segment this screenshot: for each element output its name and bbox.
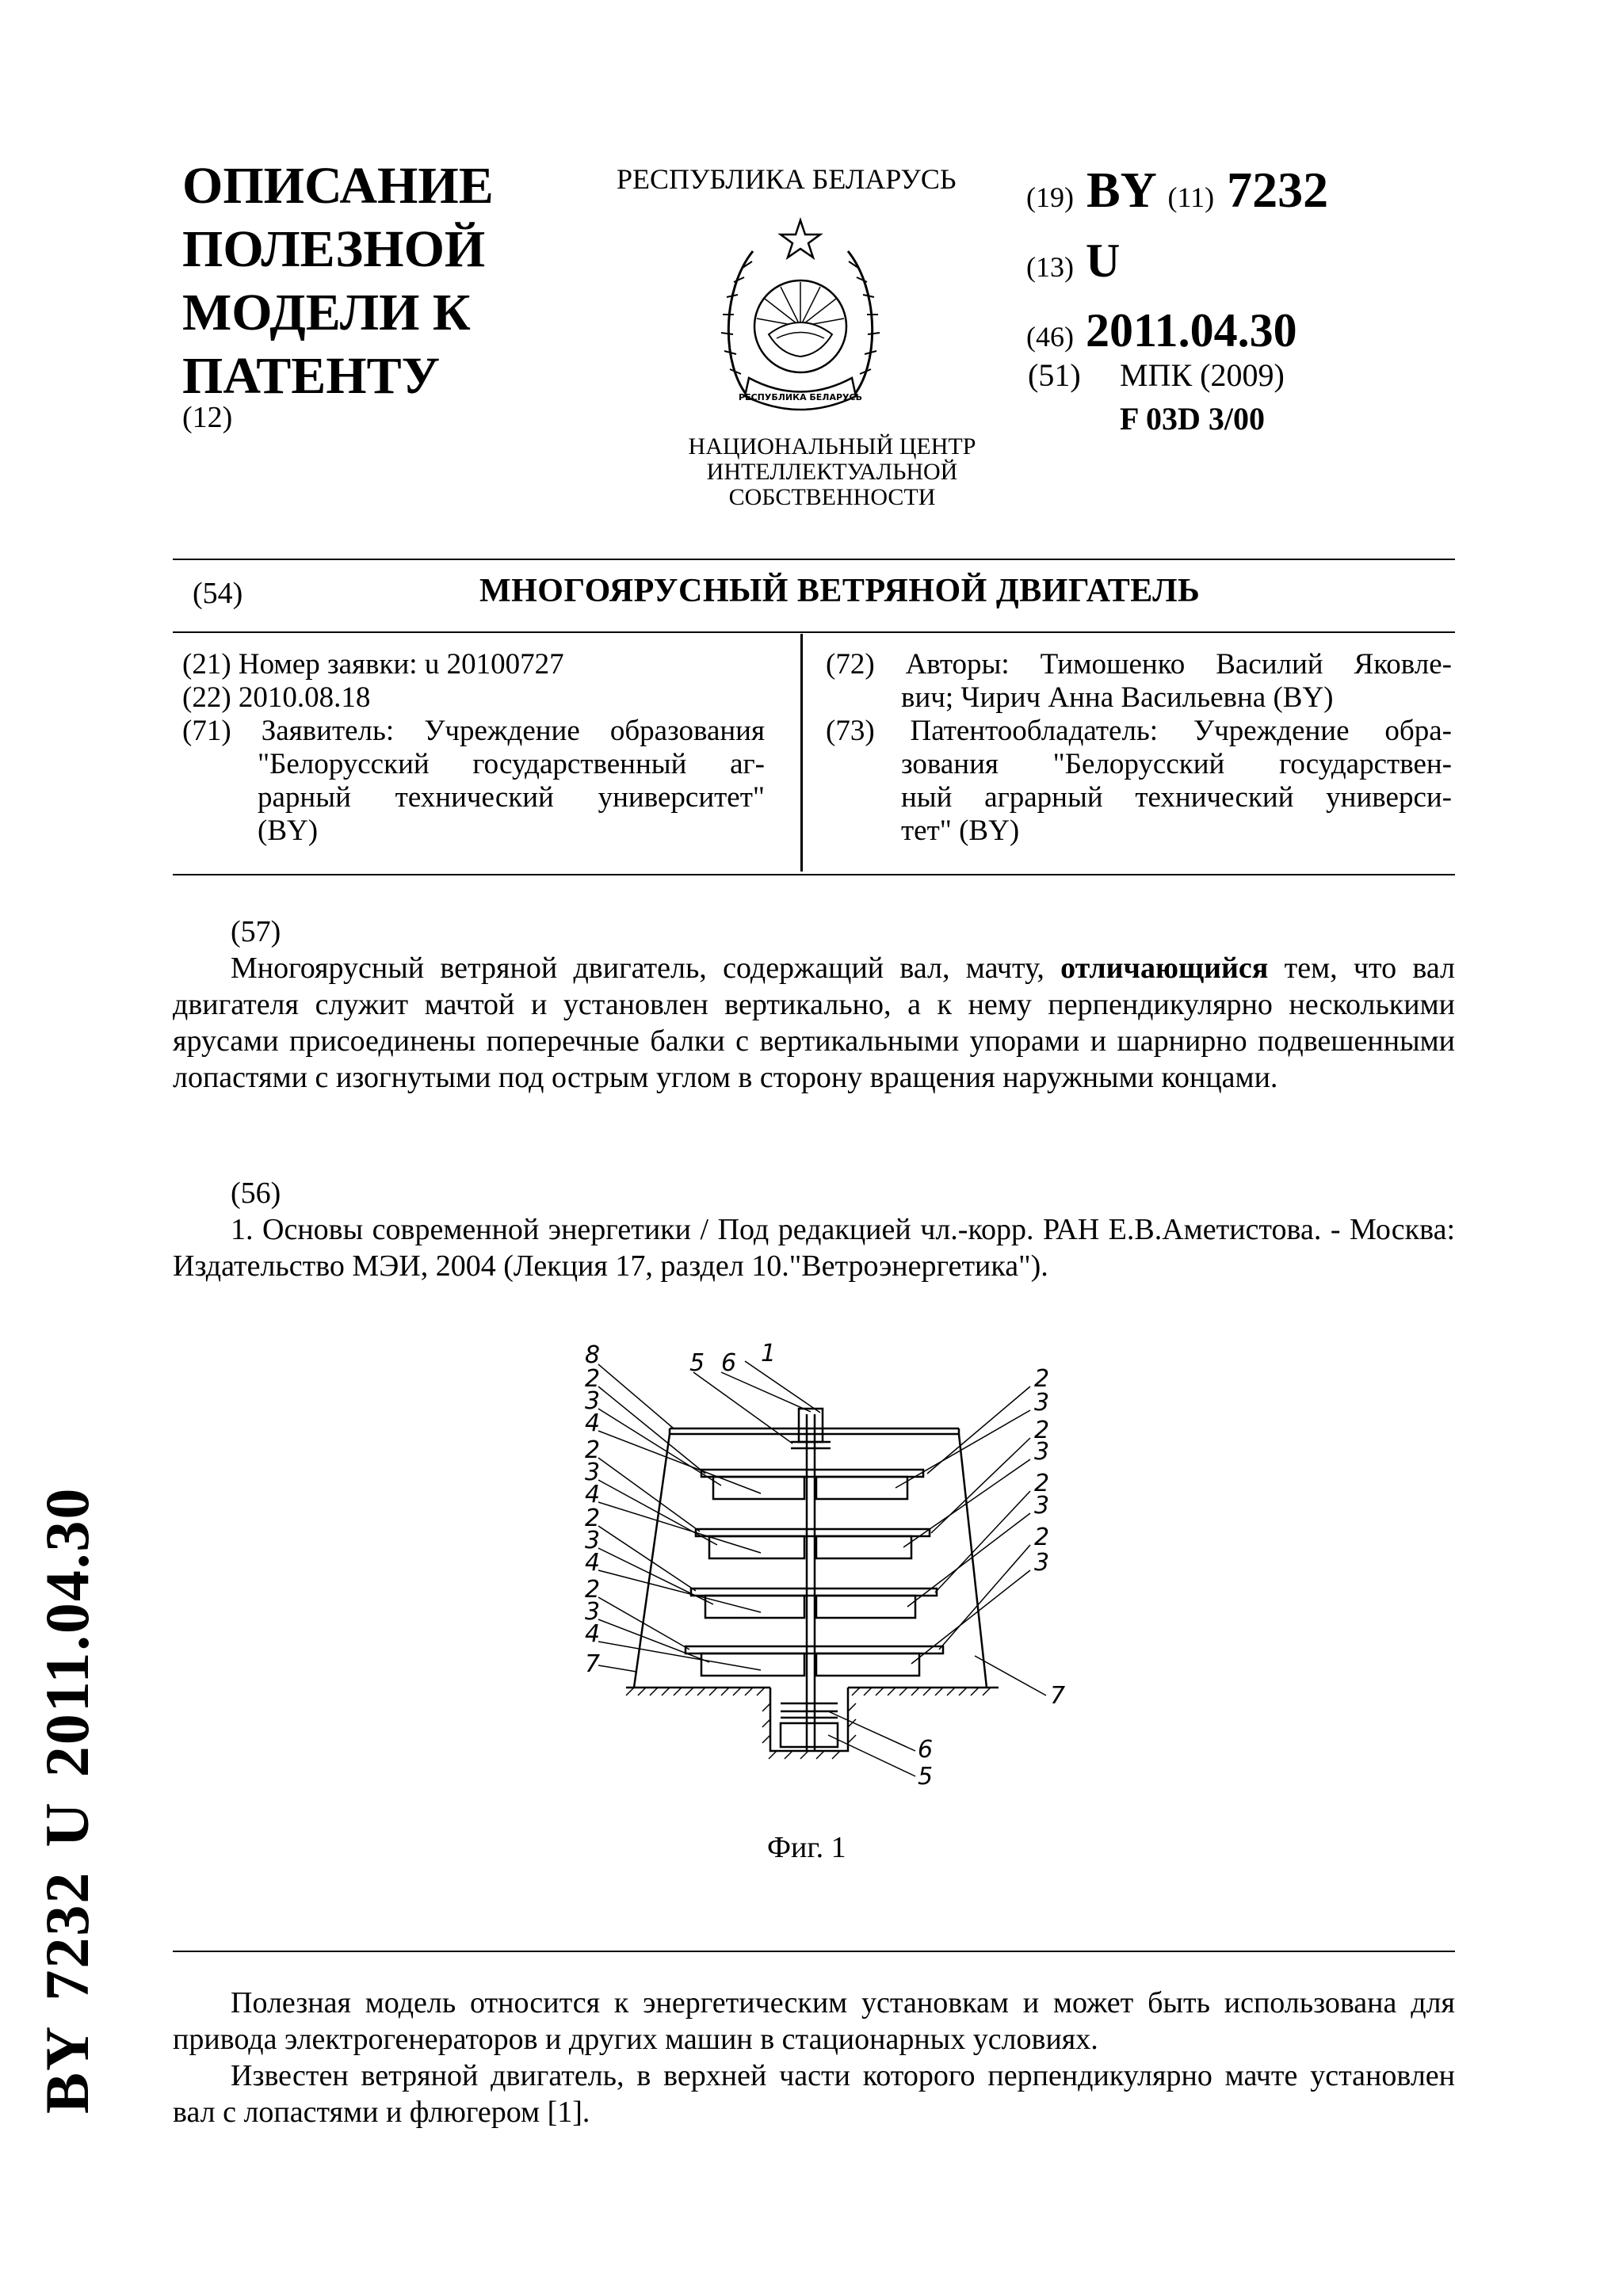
kind-row bbox=[1026, 229, 1328, 299]
authors: (72) Авторы: Тимошенко Василий Яковле- bbox=[826, 648, 1452, 681]
claim-text-bold: отличающийся bbox=[1060, 952, 1269, 985]
fig-label: 4 bbox=[585, 1549, 601, 1577]
publication-date: 2011.04.30 bbox=[1085, 304, 1297, 357]
inid-code-19: (19) bbox=[1026, 181, 1074, 213]
document-type-title bbox=[182, 154, 494, 408]
title-line: ПАТЕНТУ bbox=[182, 347, 441, 405]
inid-code-46: (46) bbox=[1026, 321, 1074, 353]
country-number-row bbox=[1026, 158, 1328, 229]
biblio-right bbox=[826, 648, 1452, 848]
fig-label: 6 bbox=[721, 1349, 737, 1377]
patent-holder-cont: зования "Белорусский государствен- bbox=[901, 748, 1452, 780]
description bbox=[173, 1985, 1455, 2130]
fig-label: 5 bbox=[918, 1763, 934, 1791]
fig-label: 2 bbox=[585, 1365, 601, 1393]
ipc-class: F 03D 3/00 bbox=[1120, 401, 1265, 437]
republic-name: РЕСПУБЛИКА БЕЛАРУСЬ bbox=[617, 163, 957, 195]
inid-code-56: (56) bbox=[231, 1177, 281, 1210]
fig-label: 2 bbox=[585, 1505, 601, 1532]
authority-line: СОБСТВЕННОСТИ bbox=[728, 484, 936, 510]
figure-drawing bbox=[555, 1323, 1094, 1814]
fig-label: 4 bbox=[585, 1620, 601, 1648]
country-code: BY bbox=[1086, 162, 1155, 218]
figure-caption: Фиг. 1 bbox=[767, 1831, 846, 1864]
title-line: ПОЛЕЗНОЙ bbox=[182, 220, 486, 278]
fig-label: 7 bbox=[585, 1650, 601, 1678]
side-number: 7232 bbox=[32, 1871, 101, 2001]
references-section bbox=[173, 1175, 1455, 1284]
claim-text bbox=[173, 950, 1455, 1096]
fig-label: 2 bbox=[1034, 1470, 1050, 1497]
side-kind: U bbox=[32, 1801, 101, 1848]
inid-code-13: (13) bbox=[1026, 251, 1074, 283]
fig-label: 3 bbox=[1034, 1438, 1050, 1466]
emblem-ribbon-text: РЕСПУБЛИКА БЕЛАРУСЬ bbox=[739, 392, 862, 402]
title-line: МОДЕЛИ К bbox=[182, 284, 471, 341]
fig-label: 2 bbox=[585, 1576, 601, 1604]
application-number: (21) Номер заявки: u 20100727 bbox=[182, 648, 564, 681]
applicant-cont: "Белорусский государственный аг- bbox=[258, 748, 765, 780]
applicant-cont: (BY) bbox=[258, 814, 319, 847]
patent-number: 7232 bbox=[1227, 162, 1329, 218]
inid-code-12: (12) bbox=[182, 401, 233, 434]
title-line: ОПИСАНИЕ bbox=[182, 157, 494, 215]
authority-line: ИНТЕЛЛЕКТУАЛЬНОЙ bbox=[706, 459, 958, 485]
fig-label: 7 bbox=[1050, 1682, 1066, 1710]
ipc-version: МПК (2009) bbox=[1120, 357, 1285, 393]
inid-code-51: (51) bbox=[1028, 357, 1081, 393]
reference-item: 1. Основы современной энергетики / Под редакцией чл.-корр. РАН Е.В.Аметистова. - Москва: Издательство МЭИ, 2004 (Лекция 17, раздел 10."Ветроэнергетика"). bbox=[173, 1213, 1455, 1283]
invention-title: МНОГОЯРУСНЫЙ ВЕТРЯНОЙ ДВИГАТЕЛЬ bbox=[479, 573, 1201, 609]
divider bbox=[173, 631, 1455, 633]
claim-text-part: тем, что вал двигателя служит мачтой и установлен вертикально, а к нему перпендикулярно несколькими ярусами присоединены поперечные балки с вертикальными упорами и шарнирно подвешенными лопастями с изогнутыми под острым углом в сторону вращения наружными концами. bbox=[173, 952, 1455, 1094]
patent-holder: (73) Патентообладатель: Учреждение обра- bbox=[826, 715, 1452, 747]
biblio-left bbox=[182, 648, 765, 848]
inid-code-11: (11) bbox=[1167, 181, 1215, 213]
fig-label: 3 bbox=[585, 1598, 601, 1626]
fig-label: 2 bbox=[585, 1436, 601, 1464]
fig-label: 3 bbox=[1034, 1549, 1050, 1577]
state-emblem bbox=[717, 215, 884, 429]
fig-label: 6 bbox=[918, 1736, 934, 1764]
divider bbox=[173, 1951, 1455, 1952]
divider bbox=[173, 874, 1455, 875]
description-paragraph: Полезная модель относится к энергетическим установкам и может быть использована для привода электрогенераторов и других машин в стационарных условиях. bbox=[173, 1986, 1455, 2056]
fig-label: 3 bbox=[585, 1387, 601, 1415]
fig-label: 8 bbox=[585, 1341, 601, 1369]
claim-text-part: Многоярусный ветряной двигатель, содержащий вал, мачту, bbox=[231, 952, 1061, 985]
authority-line: НАЦИОНАЛЬНЫЙ ЦЕНТР bbox=[688, 433, 976, 460]
issuing-authority bbox=[618, 434, 1046, 510]
filing-date: (22) 2010.08.18 bbox=[182, 681, 371, 714]
patent-holder-cont: ный аграрный технический универси- bbox=[901, 781, 1452, 814]
column-divider bbox=[800, 634, 803, 871]
fig-label: 2 bbox=[1034, 1365, 1050, 1393]
fig-label: 2 bbox=[1034, 1524, 1050, 1551]
fig-label: 2 bbox=[1034, 1417, 1050, 1444]
authors-cont: вич; Чирич Анна Васильевна (BY) bbox=[901, 681, 1334, 714]
kind-code: U bbox=[1085, 235, 1121, 287]
divider bbox=[173, 559, 1455, 560]
fig-label: 3 bbox=[585, 1527, 601, 1554]
claim-section bbox=[173, 913, 1455, 1096]
side-document-code bbox=[32, 1463, 103, 2114]
inid-code-54: (54) bbox=[193, 577, 243, 610]
fig-label: 3 bbox=[585, 1459, 601, 1486]
fig-label: 4 bbox=[585, 1481, 601, 1508]
applicant-cont: рарный технический университет" bbox=[258, 781, 765, 814]
side-date: 2011.04.30 bbox=[32, 1486, 101, 1778]
fig-label: 5 bbox=[689, 1349, 705, 1377]
fig-label: 1 bbox=[761, 1340, 777, 1367]
applicant: (71) Заявитель: Учреждение образования bbox=[182, 715, 765, 747]
inid-code-57: (57) bbox=[231, 915, 281, 948]
patent-identifiers bbox=[1026, 158, 1328, 368]
fig-label: 4 bbox=[585, 1409, 601, 1437]
patent-holder-cont: тет" (BY) bbox=[901, 814, 1020, 847]
fig-label: 3 bbox=[1034, 1492, 1050, 1520]
description-paragraph: Известен ветряной двигатель, в верхней части которого перпендикулярно мачте установлен вал с лопастями и флюгером [1]. bbox=[173, 2059, 1455, 2129]
side-country: BY bbox=[32, 2024, 101, 2114]
fig-label: 3 bbox=[1034, 1389, 1050, 1417]
